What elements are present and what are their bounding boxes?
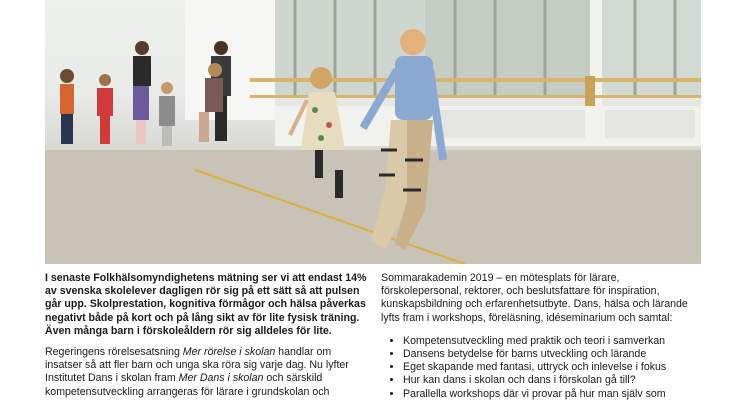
bullet-item: • Hur kan dans i skolan och dans i förskolan gå till?: [403, 374, 701, 387]
body-text-c: och särskild kompetensutveckling arrangeras för lärare i grundskolan och: [45, 372, 330, 398]
bullet-item: • Eget skapande med fantasi, uttryck och inlevelse i fokus: [403, 361, 701, 374]
body-paragraph: [45, 346, 369, 399]
bullet-list: [381, 335, 701, 401]
bullet-item: • Kompetensutveckling med praktik och teori i samverkan: [403, 335, 701, 348]
hero-photo: [45, 0, 701, 264]
right-text-column: [381, 272, 701, 401]
program-title-2: Mer Dans i skolan: [178, 372, 264, 385]
lead-paragraph: I senaste Folkhälsomyndighetens mätning ser vi att endast 14% av svenska skolelever dagligen rör sig på ett sätt så att pulsen går upp. Skolprestation, kognitiva förmågor och hälsa påverkas negativt både på kort och på lång sikt av för lite fysisk träning. Även många barn i förskoleåldern rör sig alldeles för lite.: [45, 272, 367, 337]
body-text-b: handlar om insatser så att fler barn och unga ska röra sig varje dag. Nu lyfter Institutet Dans i skolan fram: [45, 346, 349, 385]
bullet-item: • Parallella workshops där vi provar på hur man själv som: [403, 388, 701, 401]
body-text-a: Regeringens rörelsesatsning: [45, 346, 183, 359]
intro-paragraph: Sommarakademin 2019 – en mötesplats för lärare, förskolepersonal, rektorer, och beslutsfattare för inspiration, kunskapsbildning och erfarenhetsutbyte. Dans, hälsa och lärande lyfts fram i workshops, föreläsning, idéseminarium och samtal:: [381, 272, 688, 324]
left-text-column: [45, 272, 369, 399]
bullet-item: • Dansens betydelse för barns utveckling och lärande: [403, 348, 701, 361]
program-title-1: Mer rörelse i skolan: [182, 346, 276, 359]
dance-class-illustration: [45, 0, 701, 264]
